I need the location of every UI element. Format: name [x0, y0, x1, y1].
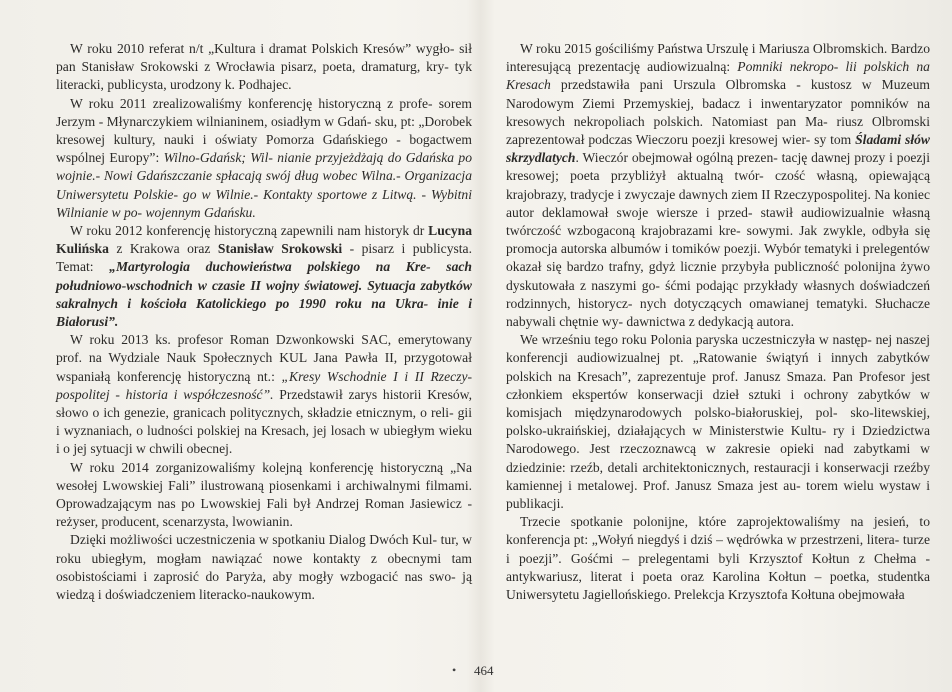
- paragraph-2013: [56, 331, 472, 458]
- text-run: przedstawiła pani Urszula Olbromska - kustosz w Muzeum Narodowym Ziemi Przemyskiej, badacz i inwentaryzator pomników na kresowych nekropoliach polskich. Natomiast pan Ma- riusz Olbromski zaprezentował podczas Wieczoru poezji kresowej wier- sy tom: [506, 77, 930, 148]
- paragraph-2010: [56, 40, 472, 95]
- italic-run: „Kresy Wschodnie I i II Rzeczy- pospolitej - historia i współczesność”.: [56, 368, 472, 402]
- paragraph-autumn: [506, 513, 930, 604]
- paragraph-2015: [506, 40, 930, 331]
- right-page-column: [506, 40, 930, 604]
- text-run: - pisarz i publicysta. Temat:: [56, 241, 472, 275]
- paragraph-september: [506, 331, 930, 513]
- text-run: W roku 2014 zorganizowaliśmy kolejną konferencję historyczną „Na wesołej Lwowskiej Fali” ilustrowaną piosenkami i archiwalnymi filmami. Oprowadzającym nas po Lwowskiej Fali był Andrzej Roman Jasiewicz - reżyser, producent, scenarzysta, lwowianin.: [56, 459, 472, 530]
- text-run: W roku 2011 zrealizowaliśmy konferencję historyczną z profe- sorem Jerzym - Młynarczykiem wilnianinem, osiadłym w Gdań- sku, pt: „Dorobek kresowej kultury, nauki i oświaty Pomorza Gdańskiego - bogactwem wspólnej Europy”:: [56, 95, 472, 166]
- text-run: Przedstawił zarys historii Kresów, słowo o ich genezie, granicach politycznych, składzie etnicznym, o reli- gii i wyznaniach, o ludności polskiej na Kresach, jej losach w ubiegłym wieku i o jej sytuacji w chwili obecnej.: [56, 386, 472, 457]
- text-run: z Krakowa oraz: [108, 241, 218, 257]
- text-run: W roku 2010 referat n/t „Kultura i dramat Polskich Kresów” wygło- sił pan Stanisław Srokowski z Wrocławia pisarz, poeta, dramaturg, kry- tyk literacki, publicysta, urodzony k. Podhajec.: [56, 41, 472, 93]
- bold-italic-run: „Martyrologia duchowieństwa polskiego na Kre- sach południowo-wschodnich w czasie II wojny światowej. Sytuacja zabytków sakralnych i kościoła Katolickiego po 1990 roku na Ukra- inie i Białorusi”.: [56, 259, 472, 330]
- italic-run: Pomniki nekropo- lii polskich na Kresach: [506, 59, 930, 93]
- paragraph-2014: [56, 459, 472, 532]
- text-run: W roku 2012 konferencję historyczną zapewnili nam historyk dr: [70, 223, 429, 239]
- bold-run: Lucyna Kulińska: [56, 223, 472, 257]
- paragraph-dialog: [56, 531, 472, 604]
- paragraph-2012: [56, 222, 472, 331]
- text-run: . Wieczór obejmował ogólną prezen- tację dawnej prozy i poezji kresowej; poeta przybliżył aktualną twór- czość własną, opiewającą krajobrazy, tradycje i zwyczaje dawnych ziem II Rzeczypospolitej. Na koniec autor deklamował swoje wiersze i przed- stawił audiowizualnie własną twórczość wzbogaconą krajobrazami kre- sowymi. Jak zwykle, odbyła się promocja autorska albumów i tomików poezji. Wybór tematyki i prelegentów okazał się bardzo trafny, gdyż licznie przybyła publiczność polonijna żywo dyskutowała z naszymi go- śćmi podając przykłady własnych doświadczeń rodzinnych, historycz- nych dotyczących omawianej tematyki. Słuchacze nabywali chętnie wy- dawnictwa z dedykacją autora.: [506, 150, 930, 330]
- text-run: W roku 2013 ks. profesor Roman Dzwonkowski SAC, emerytowany prof. na Wydziale Nauk Społecznych KUL Jana Pawła II, przygotował wspaniałą konferencję historyczną nt.:: [56, 332, 472, 384]
- paragraph-2011: [56, 95, 472, 222]
- page-number: 464: [474, 663, 494, 678]
- page-dot: •: [452, 663, 457, 677]
- italic-run: Wilno-Gdańsk; Wil- nianie przyjeżdżają do Gdańska po wojnie.- Nowi Gdańszczanie spłacają swój dług wobec Wilna.- Organizacja Uniwersytetu Polskie- go w Wilnie.- Kontakty sportowe z Litwą. - Wybitni Wilnianie w po- wojennym Gdańsku.: [56, 150, 472, 220]
- text-run: Trzecie spotkanie polonijne, które zaprojektowaliśmy na jesień, to konferencja pt: „Wołyń niegdyś i dziś – wędrówka w przestrzeni, litera- turze i poezji”. Gośćmi – prelegentami byli Krzysztof Kołtun z Chełma - antykwariusz, literat i poeta oraz Karolina Kołtun – poetka, studentka Uniwersytetu Jagiellońskiego. Prelekcja Krzysztofa Kołtuna obejmowała: [506, 514, 930, 603]
- bold-italic-run: Śladami słów skrzydlatych: [506, 132, 930, 166]
- text-run: W roku 2015 gościliśmy Państwa Urszulę i Mariusza Olbromskich. Bardzo interesującą prezentację audiowizualną:: [506, 41, 930, 75]
- left-page-column: [56, 40, 472, 604]
- text-run: We wrześniu tego roku Polonia paryska uczestniczyła w następ- nej naszej konferencji audiowizualnej pt. „Ratowanie świątyń i innych zabytków polskich na Kresach”, zaprezentuje prof. Janusz Smaza. Pan Profesor jest członkiem ekspertów konserwacji dzieł sztuki i ochrony zabytków w komisjach międzynarodowych polsko-białoruskiej, pol- sko-litewskiej, polsko-ukraińskiej, działających w Ministerstwie Kultu- ry i Dziedzictwa Narodowego. Jest rzeczoznawcą w zakresie opieki nad zabytkami w dziedzinie: rzeźb, detali architektonicznych, restauracji i konserwacji rzeźby kamiennej i metalowej. Prof. Janusz Smaza jest au- torem wielu wystaw i publikacji.: [506, 332, 930, 512]
- text-run: Dzięki możliwości uczestniczenia w spotkaniu Dialog Dwóch Kul- tur, w roku ubiegłym, mogłam nawiązać nowe kontakty z obecnymi tam osobistościami i zaprosić do Paryża, aby mogły wzbogacić nas swo- ją wiedzą i doświadczeniem literacko-naukowym.: [56, 532, 472, 603]
- bold-run: Stanisław Srokowski: [217, 241, 343, 257]
